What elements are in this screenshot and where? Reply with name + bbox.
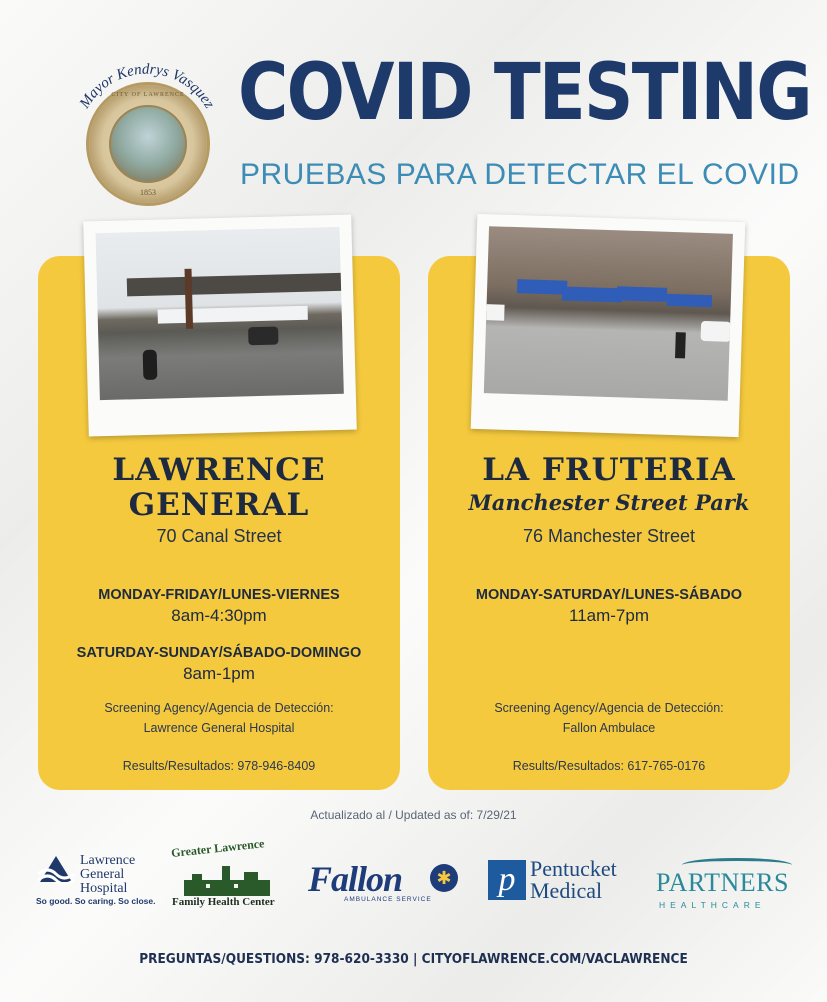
- site-name-line2: GENERAL: [128, 487, 310, 523]
- seal-scene: [109, 105, 187, 183]
- city-skyline-icon: [184, 866, 270, 896]
- agency-label: Screening Agency/Agencia de Detección:: [104, 701, 334, 715]
- page-title: COVID TESTING: [238, 48, 811, 138]
- lgh-wave-icon: [36, 852, 76, 890]
- schedule-days: SATURDAY-SUNDAY/SÁBADO-DOMINGO: [76, 645, 362, 661]
- agency-name: Fallon Ambulace: [562, 721, 656, 735]
- site-name-line1: LAWRENCE: [112, 452, 326, 488]
- logo-pentucket-medical: [488, 858, 638, 906]
- results-phone: Results/Resultados: 978-946-8409: [122, 759, 316, 773]
- agency-label: Screening Agency/Agencia de Detección:: [494, 701, 724, 715]
- results-phone: Results/Resultados: 617-765-0176: [512, 759, 706, 773]
- lgh-tagline: So good. So caring. So close.: [36, 896, 156, 906]
- schedule-hours: 8am-1pm: [183, 664, 255, 683]
- partners-name: PARTNERS: [656, 868, 789, 897]
- logo-lawrence-general-hospital: [36, 852, 156, 912]
- site-name-line1: LA FRUTERIA: [482, 452, 736, 488]
- schedule-hours: 11am-7pm: [569, 606, 649, 625]
- fallon-name: Fallon: [308, 859, 403, 899]
- schedule-days: MONDAY-SATURDAY/LUNES-SÁBADO: [475, 587, 743, 603]
- glf-arc-text: Greater Lawrence: [170, 836, 266, 861]
- glf-bottom-text: Family Health Center: [172, 896, 275, 908]
- star-of-life-icon: ✱: [430, 864, 458, 892]
- agency-name: Lawrence General Hospital: [143, 721, 295, 735]
- lgh-name: [80, 854, 135, 896]
- updated-date: Actualizado al / Updated as of: 7/29/21: [310, 808, 517, 822]
- partners-subtitle: HEALTHCARE: [659, 900, 766, 910]
- logo-partners-healthcare: [656, 858, 806, 914]
- contact-footer: PREGUNTAS/QUESTIONS: 978-620-3330 | CITYOFLAWRENCE.COM/VACLAWRENCE: [139, 951, 688, 967]
- fallon-subtitle: AMBULANCE SERVICE: [344, 896, 432, 903]
- city-seal: [62, 38, 232, 208]
- photo-frame-right: [471, 214, 746, 437]
- photo-frame-left: [83, 215, 357, 437]
- pentucket-name: [530, 858, 617, 902]
- page-subtitle: PRUEBAS PARA DETECTAR EL COVID: [240, 158, 800, 191]
- pentucket-line2: Medical: [530, 878, 603, 903]
- seal-ring-text: CITY OF LAWRENCE: [111, 92, 185, 98]
- logo-greater-lawrence-fhc: [170, 836, 282, 916]
- site-address: 70 Canal Street: [156, 526, 282, 546]
- logo-fallon-ambulance: [308, 858, 468, 908]
- schedule-days: MONDAY-FRIDAY/LUNES-VIERNES: [98, 587, 340, 603]
- site-name-sub: Manchester Street Park: [468, 490, 750, 515]
- photo-drive-through-site: [96, 227, 344, 400]
- site-address: 76 Manchester Street: [522, 526, 696, 546]
- schedule-hours: 8am-4:30pm: [171, 606, 267, 625]
- seal-year: 1853: [140, 188, 156, 197]
- pentucket-line1: Pentucket: [530, 856, 617, 881]
- lgh-line3: Hospital: [80, 881, 128, 896]
- photo-tent-site: [484, 226, 733, 401]
- pentucket-p-icon: p: [488, 860, 526, 900]
- lgh-line2: General: [80, 867, 125, 882]
- lgh-line1: Lawrence: [80, 853, 136, 868]
- svg-text:Mayor Kendrys Vasquez: Mayor Kendrys Vasquez: [76, 61, 218, 112]
- seal-emblem: [86, 82, 210, 206]
